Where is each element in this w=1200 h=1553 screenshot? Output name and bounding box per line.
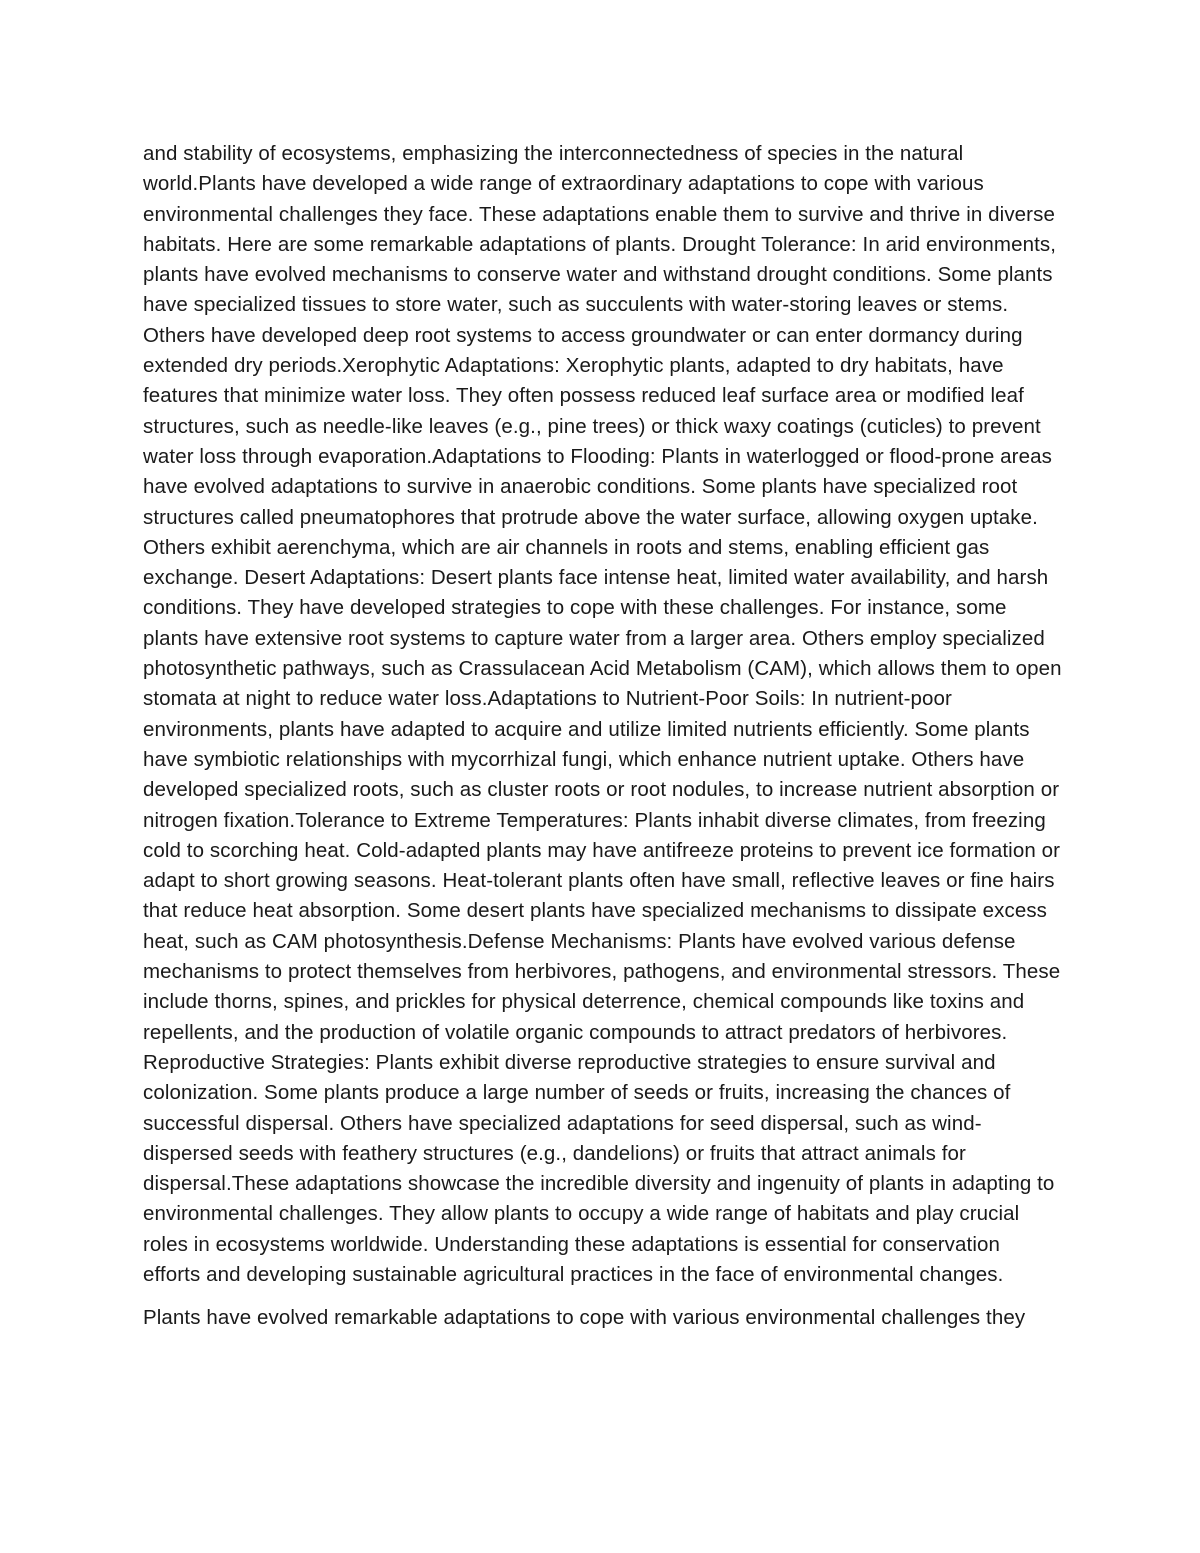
body-paragraph-2: Plants have evolved remarkable adaptations to cope with various environmental challenges they: [143, 1306, 1026, 1330]
body-paragraph-1: and stability of ecosystems, emphasizing the interconnectedness of species in the natural world.Plants have developed a wide range of extraordinary adaptations to cope with various environmental challenges they face. These adaptations enable them to survive and thrive in diverse habitats. Here are some remarkable adaptations of plants. Drought Tolerance: In arid environments, plants have evolved mechanisms to conserve water and withstand drought conditions. Some plants have specialized tissues to store water, such as succulents with water-storing leaves or stems. Others have developed deep root systems to access groundwater or can enter dormancy during extended dry periods.Xerophytic Adaptations: Xerophytic plants, adapted to dry habitats, have features that minimize water loss. They often possess reduced leaf surface area or modified leaf structures, such as needle-like leaves (e.g., pine trees) or thick waxy coatings (cuticles) to prevent water loss through evaporation.Adaptations to Flooding: Plants in waterlogged or flood-prone areas have evolved adaptations to survive in anaerobic conditions. Some plants have specialized root structures called pneumatophores that protrude above the water surface, allowing oxygen uptake. Others exhibit aerenchyma, which are air channels in roots and stems, enabling efficient gas exchange. Desert Adaptations: Desert plants face intense heat, limited water availability, and harsh conditions. They have developed strategies to cope with these challenges. For instance, some plants have extensive root systems to capture water from a larger area. Others employ specialized photosynthetic pathways, such as Crassulacean Acid Metabolism (CAM), which allows them to open stomata at night to reduce water loss.Adaptations to Nutrient-Poor Soils: In nutrient-poor environments, plants have adapted to acquire and utilize limited nutrients efficiently. Some plants have symbiotic relationships with mycorrhizal fungi, which enhance nutrient uptake. Others have developed specialized roots, such as cluster roots or root nodules, to increase nutrient absorption or nitrogen fixation.Tolerance to Extreme Temperatures: Plants inhabit diverse climates, from freezing cold to scorching heat. Cold-adapted plants may have antifreeze proteins to prevent ice formation or adapt to short growing seasons. Heat-tolerant plants often have small, reflective leaves or fine hairs that reduce heat absorption. Some desert plants have specialized mechanisms to dissipate excess heat, such as CAM photosynthesis.Defense Mechanisms: Plants have evolved various defense mechanisms to protect themselves from herbivores, pathogens, and environmental stressors. These include thorns, spines, and prickles for physical deterrence, chemical compounds like toxins and repellents, and the production of volatile organic compounds to attract predators of herbivores. Reproductive Strategies: Plants exhibit diverse reproductive strategies to ensure survival and colonization. Some plants produce a large number of seeds or fruits, increasing the chances of successful dispersal. Others have specialized adaptations for seed dispersal, such as wind-dispersed seeds with feathery structures (e.g., dandelions) or fruits that attract animals for dispersal.These adaptations showcase the incredible diversity and ingenuity of plants in adapting to environmental challenges. They allow plants to occupy a wide range of habitats and play crucial roles in ecosystems worldwide. Understanding these adaptations is essential for conservation efforts and developing sustainable agricultural practices in the face of environmental changes.: [143, 142, 1062, 1286]
document-body: [143, 139, 1063, 1334]
